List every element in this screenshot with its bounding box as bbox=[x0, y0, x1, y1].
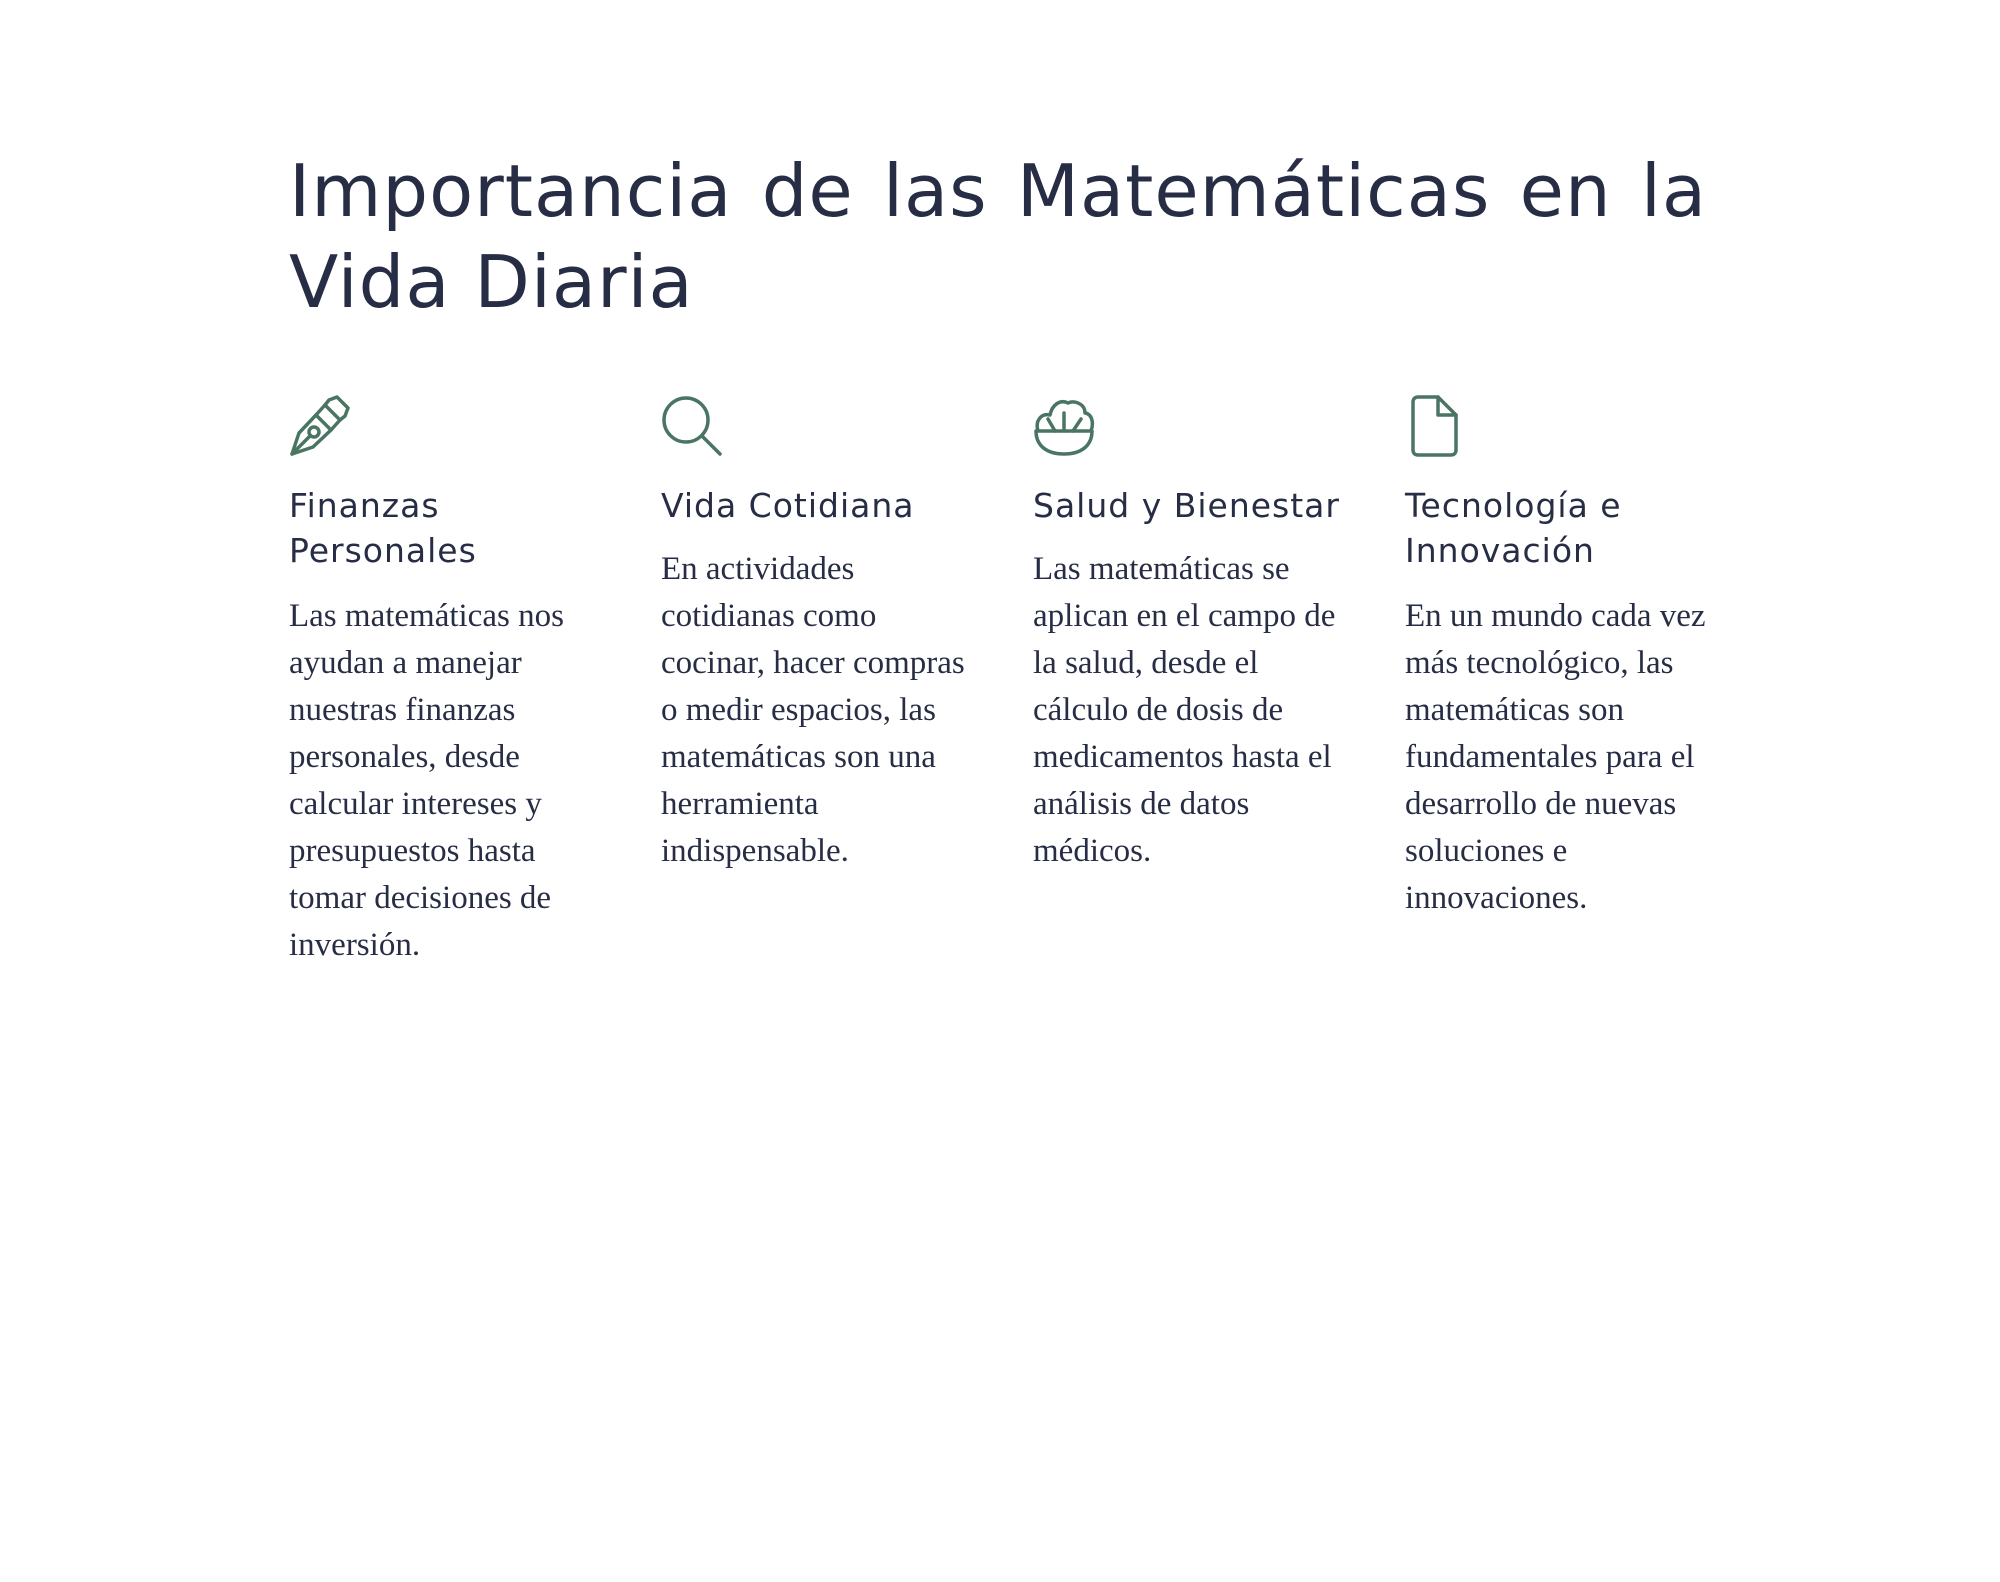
feature-description: En actividades cotidianas como cocinar, hacer compras o medir espacios, las matemáticas son una herramienta indispensable. bbox=[661, 551, 965, 869]
feature-description: En un mundo cada vez más tecnológico, las matemáticas son fundamentales para el desarrollo de nuevas soluciones e innovaciones. bbox=[1405, 598, 1706, 916]
page-title: Importancia de las Matemáticas en la Vida Diaria bbox=[289, 149, 1707, 324]
feature-description: Las matemáticas se aplican en el campo de la salud, desde el cálculo de dosis de medicamentos hasta el análisis de datos médicos. bbox=[1033, 551, 1336, 869]
feature-title: Vida Cotidiana bbox=[661, 486, 915, 525]
feature-title: Finanzas Personales bbox=[289, 486, 477, 570]
feature-finanzas-personales bbox=[289, 395, 607, 963]
search-icon bbox=[661, 395, 723, 457]
salad-bowl-icon bbox=[1033, 395, 1095, 457]
document-icon bbox=[1405, 395, 1467, 457]
feature-salud-bienestar bbox=[1033, 395, 1351, 869]
features-grid bbox=[289, 395, 1719, 1095]
pen-nib-icon bbox=[289, 395, 351, 457]
feature-tecnologia-innovacion bbox=[1405, 395, 1723, 916]
feature-vida-cotidiana bbox=[661, 395, 979, 869]
feature-title: Tecnología e Innovación bbox=[1405, 486, 1622, 570]
feature-title: Salud y Bienestar bbox=[1033, 486, 1340, 525]
feature-description: Las matemáticas nos ayudan a manejar nuestras finanzas personales, desde calcular intereses y presupuestos hasta tomar decisiones de inversión. bbox=[289, 598, 564, 963]
